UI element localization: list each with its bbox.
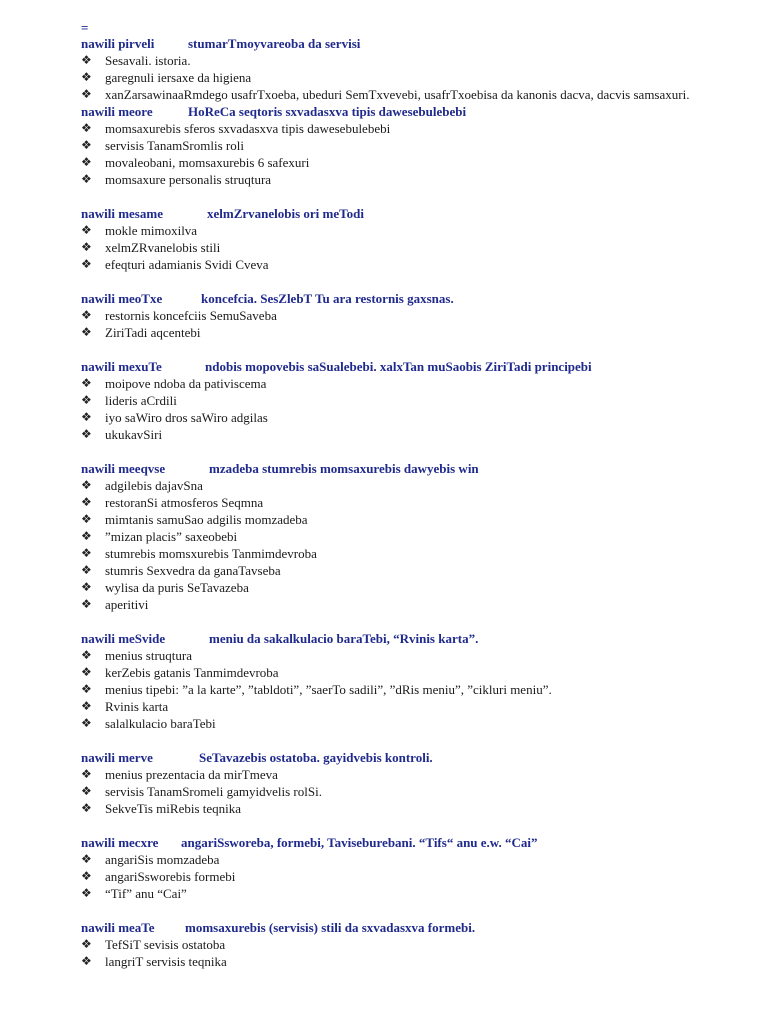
list-item: [81, 511, 708, 528]
list-item: [81, 545, 708, 562]
diamond-bullet-icon: ❖: [81, 784, 92, 798]
section-item-list: [81, 766, 708, 817]
diamond-bullet-icon: ❖: [81, 393, 92, 407]
section-number: nawili mesame: [81, 206, 163, 221]
diamond-bullet-icon: ❖: [81, 155, 92, 169]
diamond-bullet-icon: ❖: [81, 869, 92, 883]
diamond-bullet-icon: ❖: [81, 427, 92, 441]
section: [81, 460, 708, 613]
diamond-bullet-icon: ❖: [81, 597, 92, 611]
section-title: HoReCa seqtoris sxvadasxva tipis dawesebulebebi: [188, 104, 467, 119]
diamond-bullet-icon: ❖: [81, 546, 92, 560]
list-item: [81, 681, 708, 698]
list-item-text: wylisa da puris SeTavazeba: [105, 580, 249, 595]
list-item-text: kerZebis gatanis Tanmimdevroba: [105, 665, 279, 680]
list-item-text: ZiriTadi aqcentebi: [105, 325, 201, 340]
diamond-bullet-icon: ❖: [81, 410, 92, 424]
diamond-bullet-icon: ❖: [81, 376, 92, 390]
list-item: [81, 953, 708, 970]
list-item-text: “Tif” anu “Cai”: [105, 886, 187, 901]
diamond-bullet-icon: ❖: [81, 886, 92, 900]
list-item-text: mimtanis samuSao adgilis momzadeba: [105, 512, 308, 527]
list-item: [81, 698, 708, 715]
diamond-bullet-icon: ❖: [81, 648, 92, 662]
section-item-list: [81, 936, 708, 970]
section: [81, 103, 708, 188]
diamond-bullet-icon: ❖: [81, 325, 92, 339]
list-item-text: efeqturi adamianis Svidi Cveva: [105, 257, 269, 272]
list-item-text: xanZarsawinaaRmdego usafrTxoeba, ubeduri SemTxvevebi, usafrTxoebisa da kanonis dacva, dacvis samsaxuri.: [105, 87, 690, 102]
diamond-bullet-icon: ❖: [81, 580, 92, 594]
section-title: koncefcia. SesZlebT Tu ara restornis gaxsnas.: [201, 291, 454, 306]
diamond-bullet-icon: ❖: [81, 138, 92, 152]
list-item-text: langriT servisis teqnika: [105, 954, 227, 969]
section-heading: [81, 35, 708, 52]
section-item-list: [81, 375, 708, 443]
diamond-bullet-icon: ❖: [81, 954, 92, 968]
section-item-list: [81, 477, 708, 613]
diamond-bullet-icon: ❖: [81, 512, 92, 526]
list-item-text: garegnuli iersaxe da higiena: [105, 70, 252, 85]
list-item-text: lideris aCrdili: [105, 393, 177, 408]
list-item: [81, 69, 708, 86]
list-item-text: restoranSi atmosferos Seqmna: [105, 495, 264, 510]
list-item: [81, 171, 708, 188]
list-item: [81, 596, 708, 613]
list-item-text: iyo saWiro dros saWiro adgilas: [105, 410, 268, 425]
list-item: [81, 324, 708, 341]
list-item: [81, 664, 708, 681]
section-item-list: [81, 222, 708, 273]
diamond-bullet-icon: ❖: [81, 495, 92, 509]
list-item: [81, 222, 708, 239]
section-item-list: [81, 307, 708, 341]
list-item-text: momsaxure personalis struqtura: [105, 172, 272, 187]
section-item-list: [81, 647, 708, 732]
diamond-bullet-icon: ❖: [81, 699, 92, 713]
section: [81, 205, 708, 273]
section-title: ndobis mopovebis saSualebebi. xalxTan muSaobis ZiriTadi principebi: [205, 359, 592, 374]
diamond-bullet-icon: ❖: [81, 223, 92, 237]
section-number: nawili merve: [81, 750, 153, 765]
list-item: [81, 120, 708, 137]
section-heading: [81, 630, 708, 647]
list-item: [81, 562, 708, 579]
list-item-text: SekveTis miRebis teqnika: [105, 801, 242, 816]
diamond-bullet-icon: ❖: [81, 257, 92, 271]
section-item-list: [81, 120, 708, 188]
diamond-bullet-icon: ❖: [81, 70, 92, 84]
list-item-text: TefSiT sevisis ostatoba: [105, 937, 226, 952]
diamond-bullet-icon: ❖: [81, 53, 92, 67]
list-item: [81, 154, 708, 171]
list-item: [81, 936, 708, 953]
top-marker: =: [81, 20, 89, 35]
section-number: nawili meSvide: [81, 631, 166, 646]
section-heading: [81, 358, 708, 375]
diamond-bullet-icon: ❖: [81, 716, 92, 730]
section-number: nawili meoTxe: [81, 291, 163, 306]
section-title: SeTavazebis ostatoba. gayidvebis kontroli.: [199, 750, 433, 765]
list-item: [81, 528, 708, 545]
section-title: stumarTmoyvareoba da servisi: [188, 36, 361, 51]
section-number: nawili meaTe: [81, 920, 155, 935]
diamond-bullet-icon: ❖: [81, 767, 92, 781]
list-item: [81, 647, 708, 664]
list-item-text: Rvinis karta: [105, 699, 169, 714]
list-item-text: mokle mimoxilva: [105, 223, 198, 238]
diamond-bullet-icon: ❖: [81, 563, 92, 577]
section-title: mzadeba stumrebis momsaxurebis dawyebis win: [209, 461, 479, 476]
list-item-text: momsaxurebis sferos sxvadasxva tipis dawesebulebebi: [105, 121, 391, 136]
list-item-text: servisis TanamSromeli gamyidvelis rolSi.: [105, 784, 322, 799]
list-item: [81, 715, 708, 732]
list-item-text: aperitivi: [105, 597, 149, 612]
list-item: [81, 579, 708, 596]
diamond-bullet-icon: ❖: [81, 308, 92, 322]
diamond-bullet-icon: ❖: [81, 801, 92, 815]
list-item-text: menius prezentacia da mirTmeva: [105, 767, 278, 782]
list-item-text: restornis koncefciis SemuSaveba: [105, 308, 277, 323]
diamond-bullet-icon: ❖: [81, 240, 92, 254]
section-number: nawili meore: [81, 104, 153, 119]
section-title: xelmZrvanelobis ori meTodi: [207, 206, 364, 221]
list-item-text: adgilebis dajavSna: [105, 478, 203, 493]
list-item-text: moipove ndoba da pativiscema: [105, 376, 267, 391]
list-item: [81, 307, 708, 324]
section-title: angariSsworeba, formebi, Taviseburebani. “Tifs“ anu e.w. “Cai”: [181, 835, 538, 850]
section: [81, 834, 708, 902]
list-item-text: xelmZRvanelobis stili: [105, 240, 221, 255]
section: [81, 358, 708, 443]
diamond-bullet-icon: ❖: [81, 682, 92, 696]
section-item-list: [81, 851, 708, 902]
diamond-bullet-icon: ❖: [81, 529, 92, 543]
list-item: [81, 851, 708, 868]
section: [81, 630, 708, 732]
section-heading: [81, 205, 708, 222]
section-heading: [81, 834, 708, 851]
list-item-text: stumris Sexvedra da ganaTavseba: [105, 563, 281, 578]
section-title: momsaxurebis (servisis) stili da sxvadasxva formebi.: [185, 920, 476, 935]
section-heading: [81, 460, 708, 477]
diamond-bullet-icon: ❖: [81, 172, 92, 186]
section-heading: [81, 749, 708, 766]
list-item: [81, 137, 708, 154]
section-number: nawili pirveli: [81, 36, 155, 51]
list-item: [81, 868, 708, 885]
section: [81, 290, 708, 341]
section-title: meniu da sakalkulacio baraTebi, “Rvinis karta”.: [209, 631, 479, 646]
list-item-text: angariSsworebis formebi: [105, 869, 236, 884]
list-item: [81, 409, 708, 426]
list-item: [81, 885, 708, 902]
section-number: nawili meeqvse: [81, 461, 166, 476]
list-item: [81, 86, 708, 103]
list-item-text: angariSis momzadeba: [105, 852, 220, 867]
list-item-text: Sesavali. istoria.: [105, 53, 191, 68]
list-item-text: movaleobani, momsaxurebis 6 safexuri: [105, 155, 310, 170]
diamond-bullet-icon: ❖: [81, 87, 92, 101]
list-item: [81, 766, 708, 783]
section: [81, 919, 708, 970]
list-item: [81, 426, 708, 443]
section: [81, 35, 708, 103]
list-item-text: salalkulacio baraTebi: [105, 716, 216, 731]
section-number: nawili mecxre: [81, 835, 159, 850]
list-item-text: menius struqtura: [105, 648, 193, 663]
syllabus-sections: [81, 35, 708, 970]
section: [81, 749, 708, 817]
list-item: [81, 477, 708, 494]
list-item: [81, 375, 708, 392]
list-item: [81, 494, 708, 511]
list-item: [81, 239, 708, 256]
diamond-bullet-icon: ❖: [81, 665, 92, 679]
section-number: nawili mexuTe: [81, 359, 162, 374]
section-heading: [81, 103, 708, 120]
list-item: [81, 392, 708, 409]
diamond-bullet-icon: ❖: [81, 478, 92, 492]
section-heading: [81, 919, 708, 936]
section-heading: [81, 290, 708, 307]
list-item: [81, 256, 708, 273]
diamond-bullet-icon: ❖: [81, 852, 92, 866]
diamond-bullet-icon: ❖: [81, 121, 92, 135]
list-item: [81, 783, 708, 800]
list-item-text: ukukavSiri: [105, 427, 163, 442]
diamond-bullet-icon: ❖: [81, 937, 92, 951]
list-item-text: servisis TanamSromlis roli: [105, 138, 244, 153]
list-item-text: menius tipebi: ”a la karte”, ”tabldoti”, ”saerTo sadili”, ”dRis meniu”, ”cikluri meniu”.: [105, 682, 552, 697]
list-item: [81, 52, 708, 69]
section-item-list: [81, 52, 708, 103]
list-item-text: stumrebis momsxurebis Tanmimdevroba: [105, 546, 317, 561]
list-item-text: ”mizan placis” saxeobebi: [105, 529, 238, 544]
list-item: [81, 800, 708, 817]
